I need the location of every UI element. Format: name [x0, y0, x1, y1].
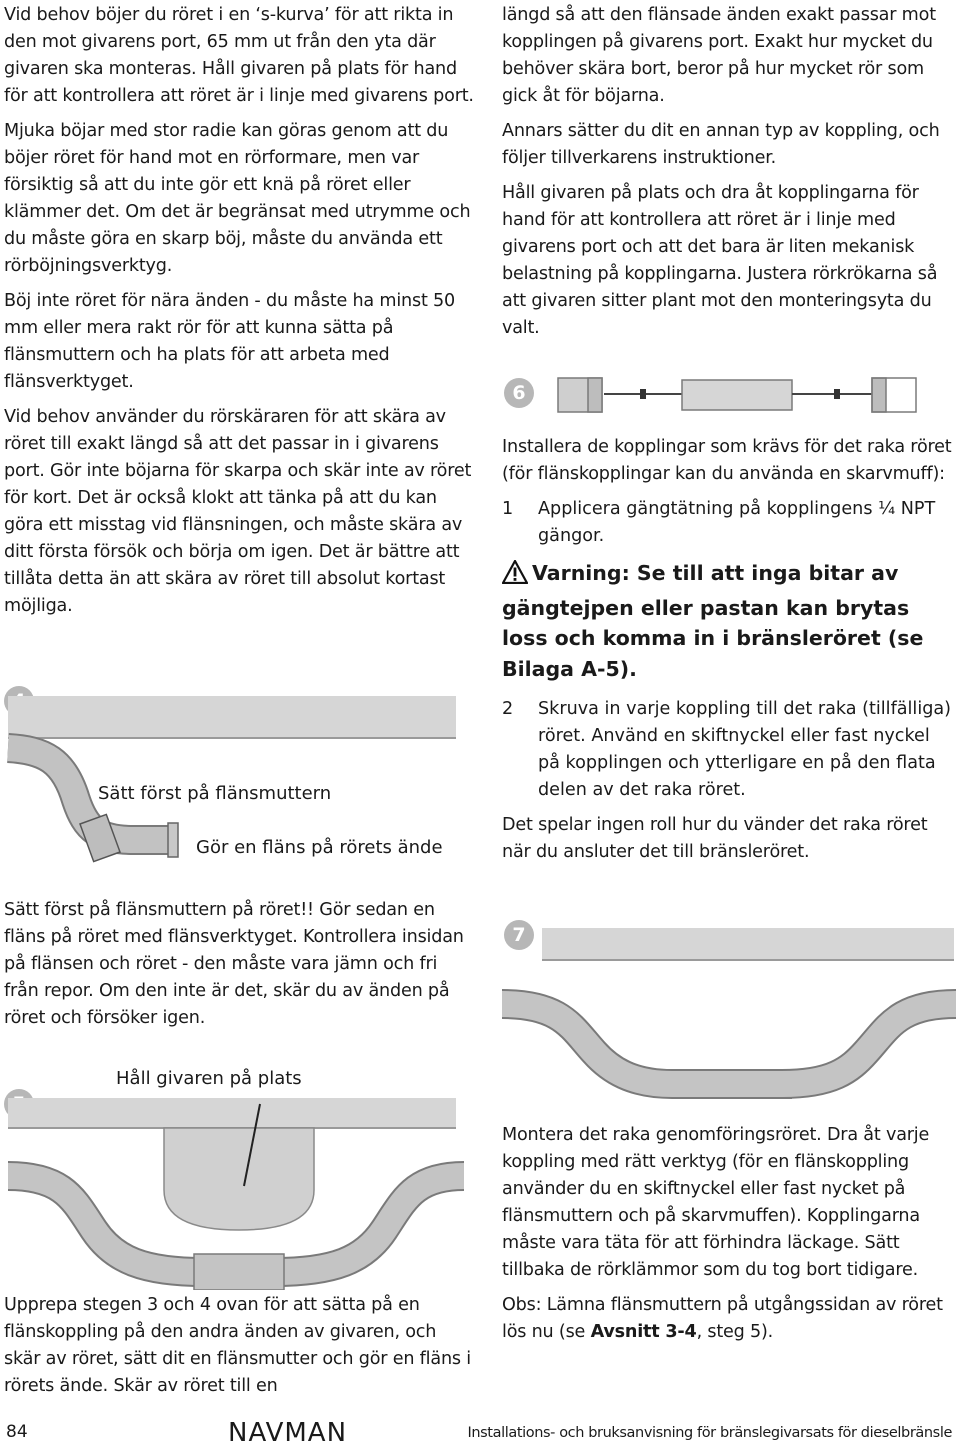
- paragraph-cut-pipe: Vid behov använder du rörskäraren för att skära av röret till exakt längd så att det passar in i givarens port. Gör inte böjarna för skarpa och skär inte av röret för kort. Det är också klokt att tänka på att du kan göra ett misstag vid flänsningen, och måste skära av ditt första försök och börja om igen. Det är bättre att tillåta detta än att skära av röret till absolut kortast möjliga.: [4, 407, 472, 616]
- paragraph-install-couplings: Installera de kopplingar som krävs för det raka röret (för flänskopplingar kan du använda en skarvmuff):: [502, 437, 952, 484]
- paragraph-not-near-end: Böj inte röret för nära änden - du måste ha minst 50 mm eller mera rakt rör för att kunna sätta på flänsmuttern och ha plats för att arbeta med flänsverktyget.: [4, 291, 456, 392]
- paragraph-other-coupling: Annars sätter du dit en annan typ av koppling, och följer tillverkarens instruktioner.: [502, 121, 940, 168]
- mounting-surface: [542, 928, 954, 960]
- brand-logo: NAVMAN: [228, 1418, 348, 1448]
- figure-number-badge: 7: [504, 920, 534, 950]
- paragraph-s-curve: Vid behov böjer du röret i en ‘s-kurva’ för att rikta in den mot givarens port, 65 mm ut från den yta där givaren ska monteras. Håll givaren på plats för hand för att kontrollera att röret är i linje med givarens port.: [4, 5, 474, 106]
- figure-5-hold-sender-illustration: [4, 1090, 474, 1290]
- pipe-end: [168, 823, 178, 857]
- figure-7-through-pipe-illustration: [502, 924, 956, 1104]
- note-suffix: , steg 5).: [696, 1322, 774, 1342]
- paragraph-mount-pipe: Montera det raka genomföringsröret. Dra åt varje koppling med rätt verktyg (för en flänskoppling använder du en skiftnyckel eller fast nycket på flänsmuttern och på skarvmuffen). Kopplingarna måste vara täta för att förhindra läckage. Sätt tillbaka de rörklämmor som du tog bort tidigare.: [502, 1125, 930, 1280]
- warning-text: Varning: Se till att inga bitar av gängtejpen eller pastan kan brytas loss och komma in i bränsleröret (se Bilaga A-5).: [502, 561, 924, 681]
- list-number: 1: [502, 499, 514, 519]
- paragraph-flared-end: längd så att den flänsade änden exakt passar mot kopplingen på givarens port. Exakt hur mycket du behöver skära bort, beror på hur mycket rör som gick åt för böjarna.: [502, 5, 936, 106]
- paragraph-flare-first: Sätt först på flänsmuttern på röret!! Gör sedan en fläns på röret med flänsverktyget. Kontrollera insidan på flänsen och röret - den måste vara jämn och fri från repor. Om den inte är det, skär du av änden på röret och försöker igen.: [4, 900, 464, 1028]
- list-text: Skruva in varje koppling till det raka (tillfälliga) röret. Använd en skiftnyckel eller fast nyckel på kopplingen och ytterligare en på den flata delen av det raka röret.: [538, 699, 952, 800]
- document-title: Installations- och bruksanvisning för bränslegivarsats för dieselbränsle: [467, 1425, 952, 1441]
- paragraph-hold-sender: Håll givaren på plats och dra åt kopplingarna för hand för att kontrollera att röret är i linje med givarens port och att det bara är liten mekanisk belastning på kopplingarna. Justera rörkrökarna så att givaren sitter plant mot den monteringsyta du valt.: [502, 183, 938, 338]
- list-text: Applicera gängtätning på kopplingens ¼ NPT gängor.: [538, 499, 936, 546]
- paragraph-orientation: Det spelar ingen roll hur du vänder det raka röret när du ansluter det till bränsleröret.: [502, 815, 928, 862]
- paragraph-soft-bends: Mjuka böjar med stor radie kan göras genom att du böjer röret för hand mot en rörformare, men var försiktig så att du inte gör ett knä på röret eller klämmer det. Om det är begränsat med utrymme och du måste göra en skarp böj, måste du använda ett rörböjningsverktyg.: [4, 121, 471, 276]
- list-item: [502, 496, 956, 550]
- mounting-surface: [8, 696, 456, 738]
- mounting-surface: [8, 1098, 456, 1128]
- figure-4-label-flare: Gör en fläns på rörets ände: [196, 837, 443, 858]
- flare-nut: [80, 814, 120, 861]
- list-item: [502, 696, 956, 804]
- figure-number-badge: 6: [504, 378, 534, 408]
- figure-5-label-hold: Håll givaren på plats: [116, 1068, 302, 1089]
- note-section-ref: Avsnitt 3-4: [590, 1322, 697, 1342]
- figure-4-label-nut: Sätt först på flänsmuttern: [98, 783, 332, 804]
- paragraph-note: [502, 1292, 956, 1346]
- sender-body: [164, 1128, 314, 1230]
- page-number: 84: [6, 1422, 28, 1442]
- list-number: 2: [502, 699, 514, 719]
- figure-6-couplings-illustration: [552, 372, 952, 422]
- note-prefix: Obs: Lämna flänsmuttern på utgångssidan av röret lös nu (se: [502, 1295, 943, 1342]
- warning-triangle-icon: [502, 560, 528, 593]
- warning-block: [502, 558, 956, 684]
- paragraph-repeat-steps: Upprepa stegen 3 och 4 ovan för att sätta på en flänskoppling på den andra änden av givaren, och skär av röret, sätt dit en flänsmutter och gör en fläns i rörets ände. Skär av röret till en: [4, 1295, 471, 1396]
